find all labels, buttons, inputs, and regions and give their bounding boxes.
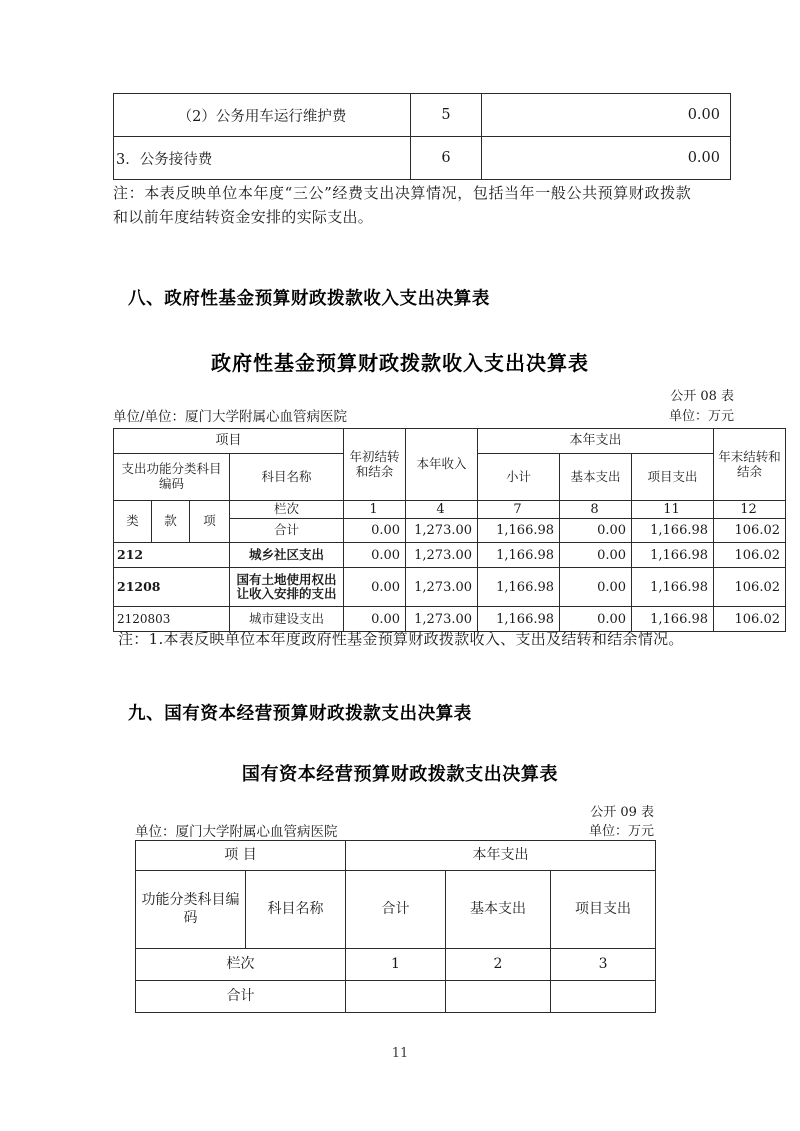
table-header-sub-row [136, 871, 656, 949]
cell-value: 1,273.00 [406, 568, 478, 607]
header-group-expense: 本年支出 [478, 429, 714, 454]
column-number: 3 [551, 949, 656, 981]
subject-name: 城市建设支出 [230, 607, 344, 632]
state-capital-budget-table [135, 840, 656, 1013]
header-project-expense: 项目支出 [632, 454, 714, 501]
three-public-expense-table-continued [113, 93, 731, 180]
column-number: 1 [344, 501, 406, 519]
header-group-expense: 本年支出 [346, 841, 656, 871]
expense-item-index: 6 [411, 137, 482, 180]
subject-name: 国有土地使用权出让收入安排的支出 [230, 568, 344, 607]
total-value: 0.00 [344, 519, 406, 543]
header-subtotal: 小计 [478, 454, 560, 501]
header-row-label: 栏次 [230, 501, 344, 519]
subject-name: 城乡社区支出 [230, 543, 344, 568]
cell-value: 1,166.98 [632, 543, 714, 568]
header-end-balance: 年末结转和结余 [714, 429, 786, 501]
three-public-table-note: 注：本表反映单位本年度“三公”经费支出决算情况，包括当年一般公共预算财政拨款和以前年度结转资金安排的实际支出。 [113, 184, 691, 227]
currency-unit-nine: 单位：万元 [588, 824, 654, 839]
total-value: 1,166.98 [632, 519, 714, 543]
header-project-expense: 项目支出 [551, 871, 656, 949]
cell-value: 0.00 [560, 568, 632, 607]
government-fund-table-note: 注：1.本表反映单位本年度政府性基金预算财政拨款收入、支出及结转和结余情况。 [118, 630, 684, 648]
table-header-column-index-row [114, 501, 786, 519]
column-number: 12 [714, 501, 786, 519]
cell-value: 1,166.98 [478, 568, 560, 607]
sheet-label-eight: 公开 08 表 [670, 389, 734, 404]
table-caption-eight: 政府性基金预算财政拨款收入支出决算表 [211, 351, 589, 375]
function-code: 212 [114, 543, 230, 568]
government-fund-budget-table [113, 428, 786, 632]
column-number: 4 [406, 501, 478, 519]
header-code-lei: 类 [114, 501, 152, 543]
currency-unit-eight: 单位：万元 [668, 409, 734, 424]
header-basic-expense: 基本支出 [560, 454, 632, 501]
total-value: 1,273.00 [406, 519, 478, 543]
table-row [114, 94, 731, 137]
table-column-index-row [136, 949, 656, 981]
organization-name-eight: 单位/单位：厦门大学附属心血管病医院 [113, 409, 348, 425]
table-header-group-row [114, 429, 786, 454]
table-caption-nine: 国有资本经营预算财政拨款支出决算表 [241, 764, 559, 785]
table-row [114, 568, 786, 607]
table-header-group-row [136, 841, 656, 871]
total-value: 0.00 [560, 519, 632, 543]
header-group-item: 项目 [114, 429, 344, 454]
header-basic-expense: 基本支出 [446, 871, 551, 949]
sheet-label-nine: 公开 09 表 [590, 805, 654, 820]
cell-value: 0.00 [344, 568, 406, 607]
total-row-label: 合计 [230, 519, 344, 543]
total-value: 1,166.98 [478, 519, 560, 543]
expense-item-index: 5 [411, 94, 482, 137]
cell-value: 1,166.98 [478, 607, 560, 632]
cell-value: 1,166.98 [632, 568, 714, 607]
header-code-xiang: 项 [190, 501, 230, 543]
cell-value: 106.02 [714, 568, 786, 607]
cell-value: 106.02 [714, 607, 786, 632]
column-number: 7 [478, 501, 560, 519]
expense-item-name: 3．公务接待费 [114, 137, 411, 180]
page-number: 11 [391, 1046, 409, 1061]
cell-value: 0.00 [344, 543, 406, 568]
table-total-row [136, 981, 656, 1013]
expense-item-value: 0.00 [482, 137, 731, 180]
row-label: 栏次 [136, 949, 346, 981]
section-heading-nine: 九、国有资本经营预算财政拨款支出决算表 [128, 704, 472, 724]
total-value [551, 981, 656, 1013]
total-value [446, 981, 551, 1013]
total-value [346, 981, 446, 1013]
cell-value: 106.02 [714, 543, 786, 568]
column-number: 1 [346, 949, 446, 981]
section-heading-eight: 八、政府性基金预算财政拨款收入支出决算表 [128, 289, 490, 309]
header-group-item: 项 目 [136, 841, 346, 871]
cell-value: 1,166.98 [632, 607, 714, 632]
header-code-name: 功能分类科目编码 [136, 871, 246, 949]
column-number: 8 [560, 501, 632, 519]
total-row-label: 合计 [136, 981, 346, 1013]
expense-item-name: （2）公务用车运行维护费 [114, 94, 411, 137]
header-subject-name: 科目名称 [230, 454, 344, 501]
header-code-kuan: 款 [152, 501, 190, 543]
column-number: 11 [632, 501, 714, 519]
header-subtotal: 合计 [346, 871, 446, 949]
expense-item-value: 0.00 [482, 94, 731, 137]
organization-name-nine: 单位：厦门大学附属心血管病医院 [135, 824, 338, 840]
cell-value: 0.00 [344, 607, 406, 632]
cell-value: 0.00 [560, 543, 632, 568]
header-year-income: 本年收入 [406, 429, 478, 501]
header-begin-balance: 年初结转和结余 [344, 429, 406, 501]
column-number: 2 [446, 949, 551, 981]
function-code: 2120803 [114, 607, 230, 632]
cell-value: 1,166.98 [478, 543, 560, 568]
total-value: 106.02 [714, 519, 786, 543]
cell-value: 1,273.00 [406, 607, 478, 632]
header-code-group: 支出功能分类科目编码 [114, 454, 230, 501]
table-row [114, 543, 786, 568]
table-row [114, 137, 731, 180]
cell-value: 0.00 [560, 607, 632, 632]
function-code: 21208 [114, 568, 230, 607]
header-subject-name: 科目名称 [246, 871, 346, 949]
cell-value: 1,273.00 [406, 543, 478, 568]
